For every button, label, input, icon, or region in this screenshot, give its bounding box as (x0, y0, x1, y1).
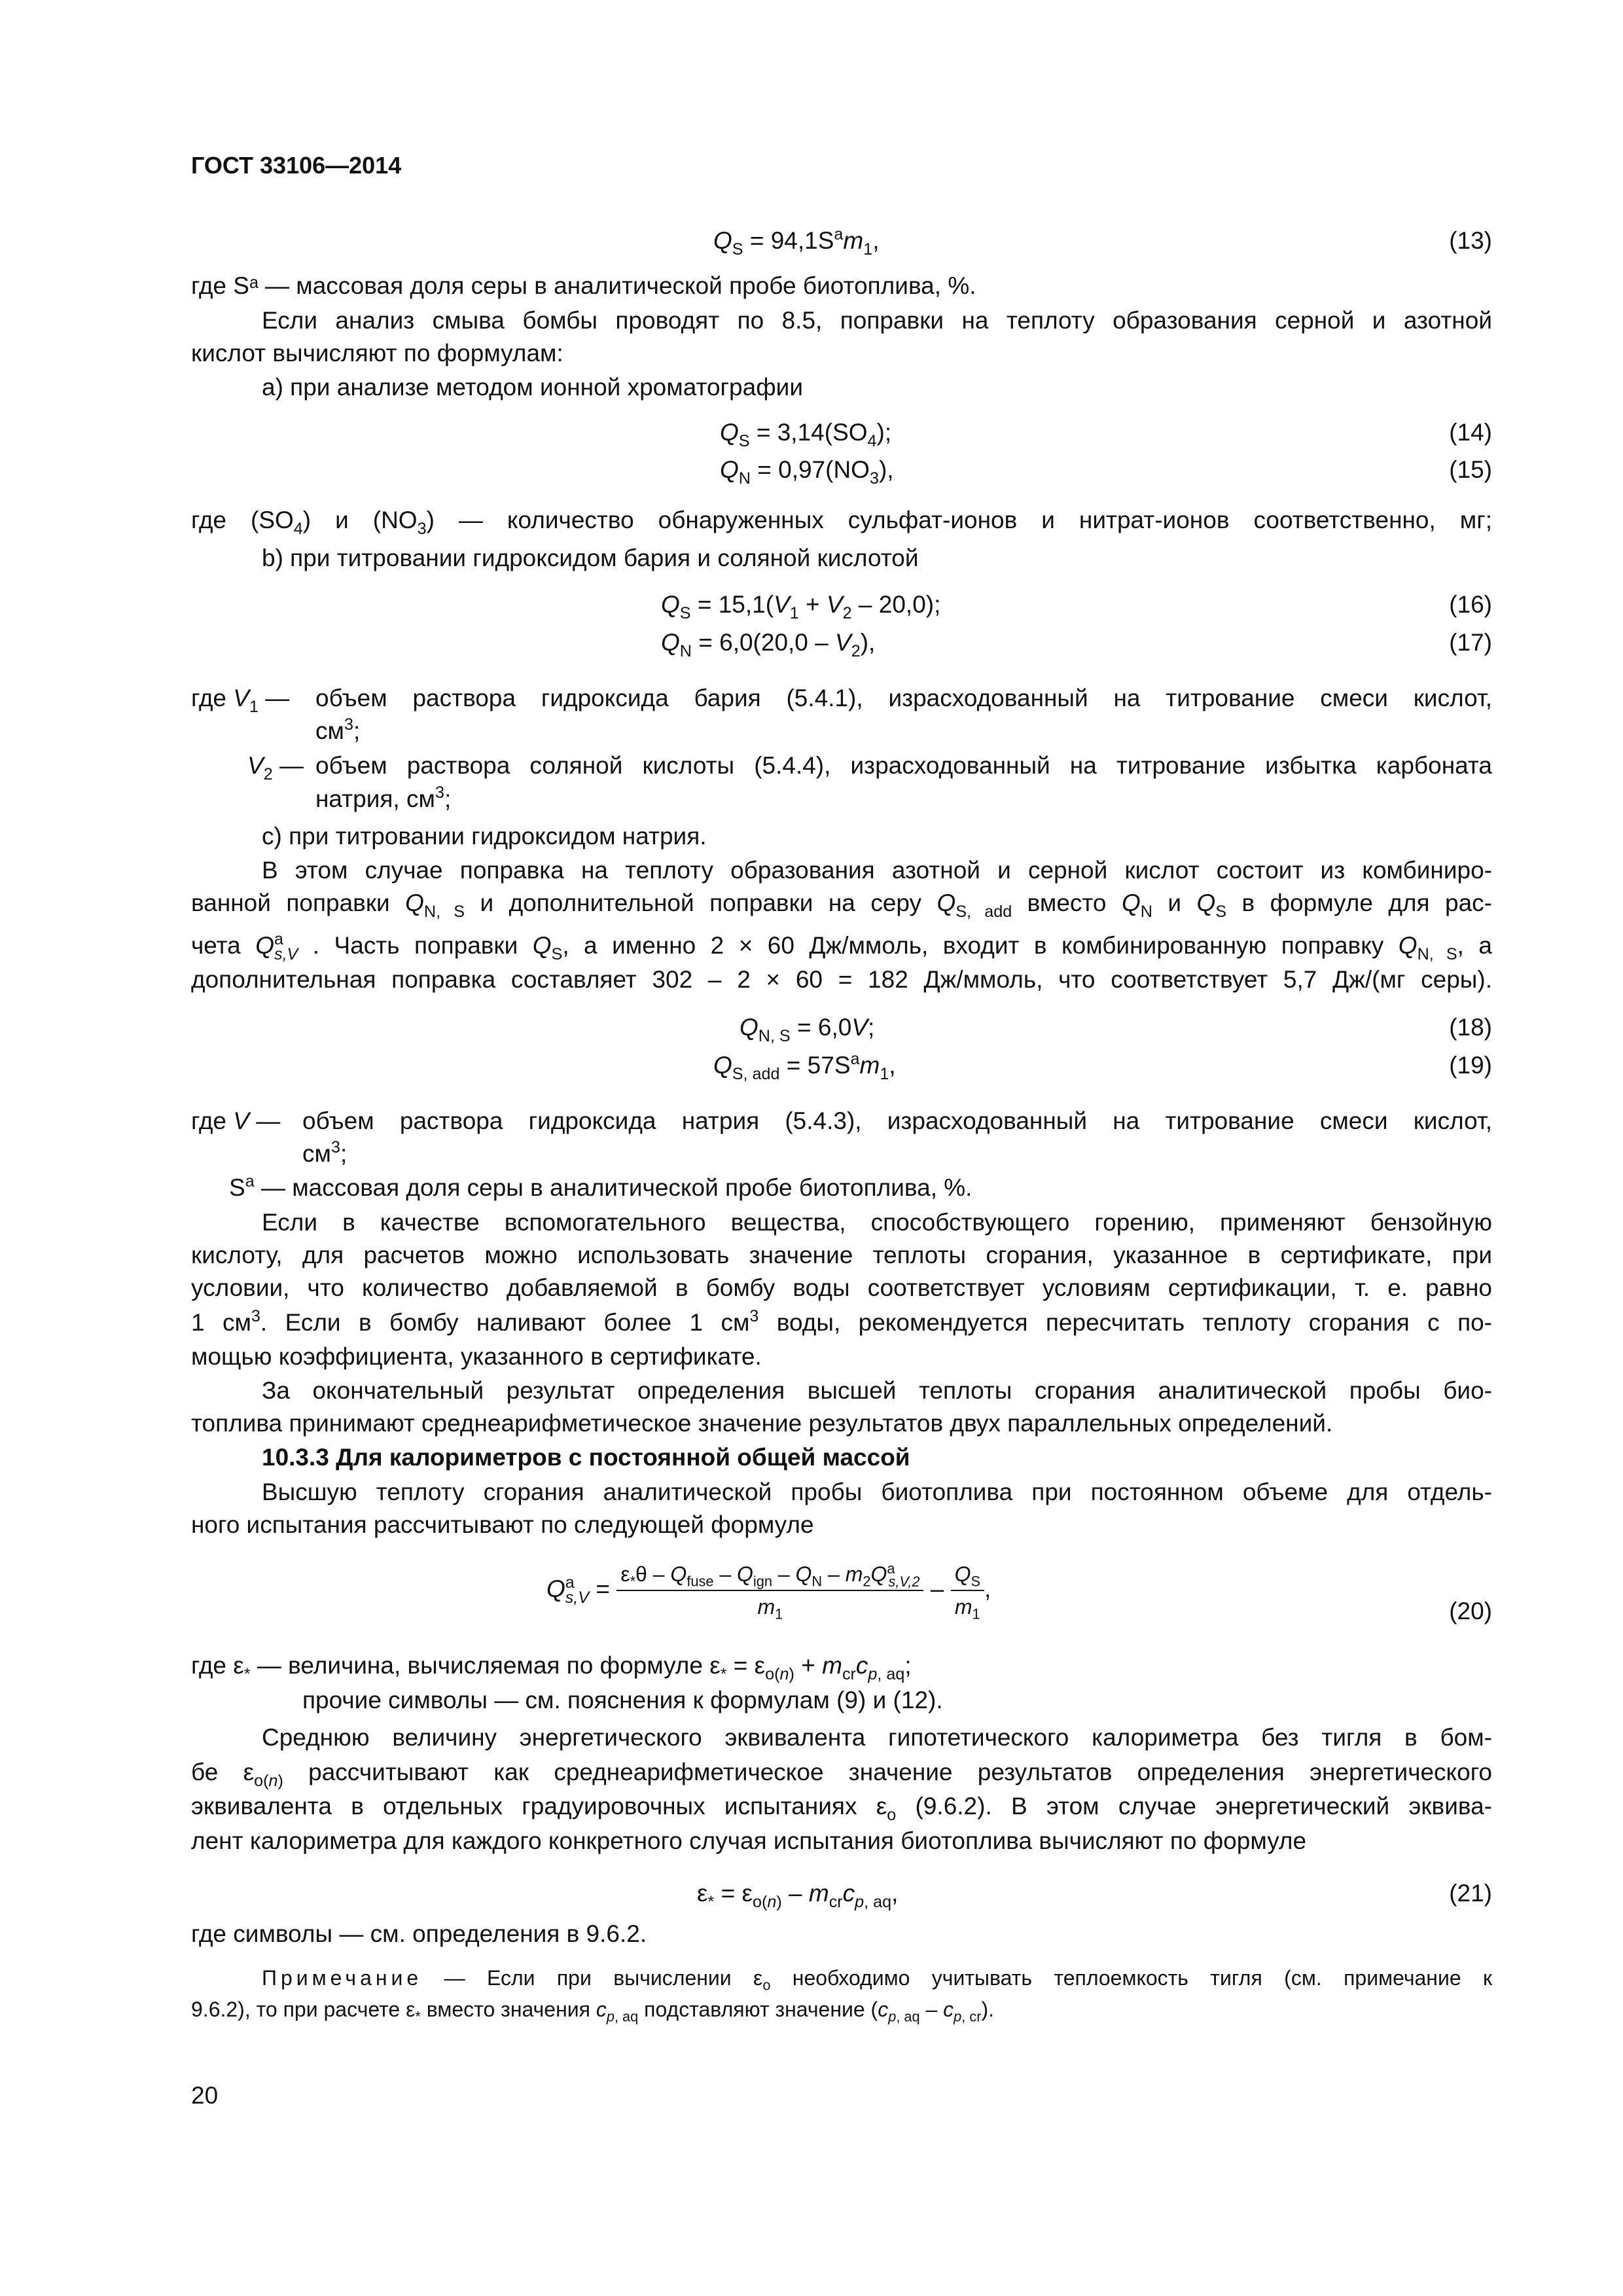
paragraph-benzoic-line-2: кислоту, для расчетов можно использовать значение теплоты сгорания, указанное в сертификате, при (191, 1242, 1492, 1268)
equation-17: $Q_N = 6,0(20,0 - V_2)$, (661, 629, 876, 660)
paragraph-mean-line-2: бе $\varepsilon_{o(n)}$ рассчитывают как среднеарифметическое значение результатов определения энергетического (191, 1759, 1492, 1790)
paragraph-benzoic-line-5: мощью коэффициента, указанного в сертификате. (191, 1343, 762, 1370)
equation-20-number: (20) (1449, 1598, 1492, 1624)
paragraph-symbols-definitions: где символы — см. определения в 9.6.2. (191, 1920, 647, 1947)
equation-20-fraction-2: $\frac{Q_S}{m_1}$ (951, 1561, 984, 1620)
definition-v2-text: объем раствора соляной кислоты (5.4.4), израсходованный на титрование избытка карбоната (315, 752, 1492, 779)
note-line-1: Примечание — Если при вычислении $\varepsilon_o$ необходимо учитывать теплоемкость тигля (см. примечание к (262, 1966, 1493, 1994)
paragraph-combined-line-1: В этом случае поправка на теплоту образования азотной и серной кислот состоит из комбиниро- (262, 857, 1492, 884)
list-item-a: а) при анализе методом ионной хроматографии (262, 374, 803, 401)
definition-v1-term: где $V_1$ — (191, 685, 290, 716)
equation-14: $Q_S = 3,14(SO_4)$; (720, 419, 892, 450)
paragraph-wash-line-2: кислот вычисляют по формулам: (191, 340, 563, 367)
definition-v-text: объем раствора гидроксида натрия (5.4.3), израсходованный на титрование смеси кислот, (302, 1107, 1492, 1134)
paragraph-sa-definition: где Sᵃ — массовая доля серы в аналитической пробе биотоплива, %. (191, 272, 976, 299)
note-label: Примечание (262, 1966, 423, 1990)
list-item-c: с) при титровании гидроксидом натрия. (262, 823, 707, 850)
definition-v2-unit: натрия, $см^3$; (315, 783, 452, 812)
definition-sa: $S^a$ — массовая доля серы в аналитической пробе биотоплива, %. (229, 1172, 972, 1201)
paragraph-combined-line-3: чета $Q^a_{s,V}$ . Часть поправки $Q_S$, а именно 2 × 60 Дж/ммоль, входит в комбинированную поправку $Q_{N, S}$, а (191, 930, 1492, 963)
paragraph-final-line-1: За окончательный результат определения высшей теплоты сгорания аналитической пробы био- (262, 1377, 1492, 1404)
equation-16: $Q_S = 15,1(V_1 + V_2 - 20,0)$; (661, 591, 941, 622)
paragraph-benzoic-line-1: Если в качестве вспомогательного вещества, способствующего горению, применяют бензойную (262, 1209, 1492, 1236)
equation-13-number: (13) (1449, 227, 1492, 254)
paragraph-mean-line-3: эквивалента в отдельных градуировочных испытаниях $\varepsilon_o$ (9.6.2). В этом случае энергетический эквива- (191, 1793, 1492, 1824)
definition-v-term: где V — (191, 1107, 281, 1134)
definition-other-symbols: прочие символы — см. пояснения к формулам (9) и (12). (302, 1687, 943, 1713)
equation-16-number: (16) (1449, 591, 1492, 618)
definition-v1-unit: $см^3$; (315, 715, 361, 744)
paragraph-combined-line-2: ванной поправки $Q_{N, S}$ и дополнительной поправки на серу $Q_{S, add}$ вместо $Q_N$ и $Q_S$ в формуле для рас- (191, 889, 1492, 921)
equation-15-number: (15) (1449, 456, 1492, 483)
note-line-2: 9.6.2), то при расчете $\varepsilon_*$ вместо значения $c_{p, aq}$ подставляют значение $(c_{p, aq} - c_{p, cr})$. (191, 1998, 995, 2025)
definition-v-unit: $см^3$; (302, 1138, 348, 1167)
paragraph-combined-line-4: дополнительная поправка составляет 302 – 2 × 60 = 182 Дж/ммоль, что соответствует 5,7 Дж/(мг серы). (191, 966, 1492, 993)
page-number: 20 (191, 2082, 219, 2109)
equation-20: $Q^a_{s,V}$ = $\frac{\varepsilon_*\theta - Q_{fuse} - Q_{ign} - Q_N - m_2Q^a_{s,V,2}}{m_1}$ – $\frac{Q_S}{m_1}$ , (546, 1560, 991, 1623)
paragraph-benzoic-line-3: условии, что количество добавляемой в бомбу воды соответствует условиям сертификации, т. е. равно (191, 1274, 1492, 1301)
paragraph-mean-line-1: Среднюю величину энергетического эквивалента гипотетического калориметра без тигля в бом- (262, 1724, 1492, 1751)
equation-20-fraction-1: $\frac{\varepsilon_*\theta - Q_{fuse} - Q_{ign} - Q_N - m_2Q^a_{s,V,2}}{m_1}$ (616, 1561, 923, 1620)
paragraph-wash-line-1: Если анализ смыва бомбы проводят по 8.5, поправки на теплоту образования серной и азотной (262, 307, 1492, 334)
section-heading-10-3-3: 10.3.3 Для калориметров с постоянной общей массой (262, 1444, 910, 1471)
equation-17-number: (17) (1449, 629, 1492, 656)
equation-19-number: (19) (1449, 1052, 1492, 1079)
definition-v1-text: объем раствора гидроксида бария (5.4.1), израсходованный на титрование смеси кислот, (315, 685, 1492, 711)
definition-epsilon: где $\varepsilon_*$ — величина, вычисляемая по формуле $\varepsilon_* = \varepsilon_{o(n)} + m_{cr}c_{p, aq}$; (191, 1652, 912, 1683)
paragraph-mean-line-4: лент калориметра для каждого конкретного случая испытания биотоплива вычисляют по формуле (191, 1827, 1307, 1854)
equation-15: $Q_N = 0,97(NO_3)$, (720, 456, 894, 488)
equation-14-number: (14) (1449, 419, 1492, 446)
equation-18-number: (18) (1449, 1014, 1492, 1041)
list-item-b: b) при титровании гидроксидом бария и соляной кислотой (262, 545, 919, 571)
equation-18: $Q_{N, S} = 6,0V$; (740, 1014, 875, 1045)
document-header: ГОСТ 33106—2014 (191, 152, 402, 179)
paragraph-ions-definition: где $(SO_4)$ и $(NO_3)$ — количество обнаруженных сульфат-ионов и нитрат-ионов соответственно, мг; (191, 507, 1492, 538)
equation-13: $Q_S = 94,1S^am_1$, (713, 225, 880, 259)
paragraph-benzoic-line-4: 1 $см^3$. Если в бомбу наливают более 1 $см^3$ воды, рекомендуется пересчитать теплоту сгорания с по- (191, 1307, 1492, 1336)
equation-21-number: (21) (1449, 1880, 1492, 1907)
paragraph-gross-line-1: Высшую теплоту сгорания аналитической пробы биотоплива при постоянном объеме для отдель- (262, 1479, 1492, 1505)
paragraph-gross-line-2: ного испытания рассчитывают по следующей формуле (191, 1511, 814, 1538)
equation-21: $\varepsilon_* = \varepsilon_{o(n)} - m_{cr}c_{p, aq}$, (697, 1880, 899, 1911)
definition-v2-term: $V_2$ — (247, 752, 304, 783)
equation-19: $Q_{S, add} = 57S^am_1$, (713, 1050, 896, 1083)
paragraph-final-line-2: топлива принимают среднеарифметическое значение результатов двух параллельных определений. (191, 1410, 1333, 1437)
